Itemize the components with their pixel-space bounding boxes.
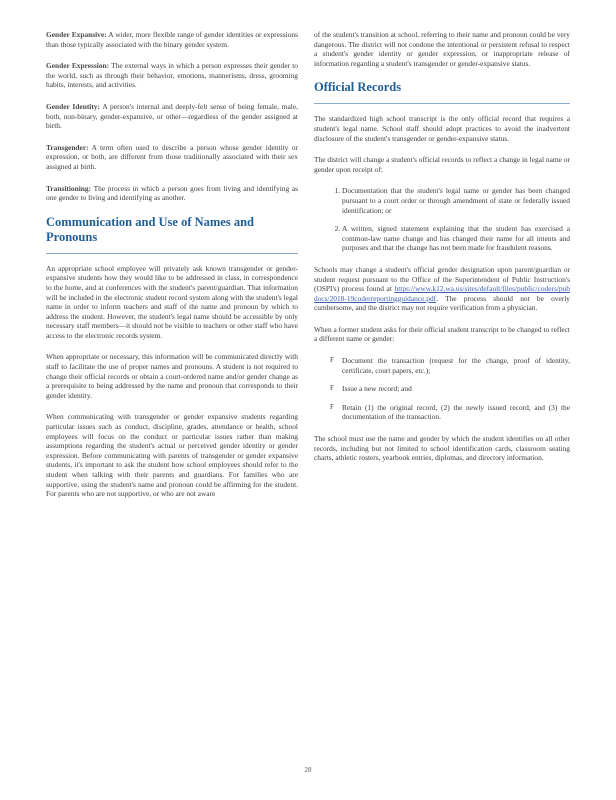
list-item: 1. Documentation that the student's legal name or gender has been changed pursuant to a court order or through amendment of state or federally issued identification; or xyxy=(342,186,570,215)
section-heading-official-records: Official Records xyxy=(314,80,402,95)
paragraph: The school must use the name and gender by which the student identifies on all other records, including but not limited to school identification cards, classroom seating charts, athletic rosters, yearbook entries, diplomas, and directory information. xyxy=(314,434,570,463)
heading-divider xyxy=(46,253,298,254)
definition-term: Transitioning: xyxy=(46,183,92,193)
list-item: F Retain (1) the original record, (2) the newly issued record, and (3) the documentation of the transaction. xyxy=(330,402,570,422)
bullet-list xyxy=(314,356,570,422)
definition-gender-identity xyxy=(46,102,298,131)
bullet-marker-icon: F xyxy=(330,384,334,393)
definition-gender-expansive xyxy=(46,30,298,49)
right-column xyxy=(314,30,570,475)
paragraph: When communicating with transgender or gender expansive students regarding particular issues such as conduct, discipline, grades, attendance or health, school employees will focus on the conduct or particular issues rather than making assumptions regarding the student's actual or perceived gender identity or gender expression. Before communicating with parents of transgender or gender expansive students, it's important to ask the student how school employees should refer to the student when talking with their parents and guardians. For families who are supportive, using the student's name and pronoun could be affirming for the student. For parents who are not supportive, or who are not aware xyxy=(46,412,298,499)
section-heading-names-pronouns: Communication and Use of Names and Pronouns xyxy=(46,214,255,244)
definition-term: Gender Identity: xyxy=(46,101,100,111)
paragraph: An appropriate school employee will privately ask known transgender or gender-expansive students how they would like to be addressed in class, in correspondence to the home, and at conferences with the student's parent/guardian. That information will be included in the electronic student record system along with the student's legal name in order to inform teachers and staff of the name and pronoun by which to address the student. However, the student's legal name should be accessible by only necessary staff members—it should not be visible to teachers or other staff who have access to the electronic records system. xyxy=(46,263,298,340)
paragraph: The district will change a student's official records to reflect a change in legal name or gender upon receipt of: xyxy=(314,155,570,174)
definition-gender-expression xyxy=(46,61,298,90)
ordered-list xyxy=(314,186,570,253)
definition-transitioning xyxy=(46,184,298,203)
paragraph: The standardized high school transcript is the only official record that requires a student's legal name. School staff should adopt practices to avoid the inadvertent disclosure of the student's transgender or gender-expansive status. xyxy=(314,114,570,143)
left-column xyxy=(46,30,298,511)
paragraph xyxy=(314,265,570,313)
definition-text: A person's internal and deeply-felt sense of being female, male, both, non-binary, gender-expansive, or other—regardless of the gender assigned at birth. xyxy=(46,101,298,131)
paragraph: When a former student asks for their official student transcript to be changed to reflect a different name or gender: xyxy=(314,324,570,344)
paragraph-text: . The process should not be overly cumbersome, and the district may not require verification from a physician. xyxy=(314,293,570,313)
paragraph-text: Schools may change a student's official gender designation upon parent/guardian or student request pursuant to the Office of the Superintendent of Public Instruction's (OSPI's) process found at xyxy=(314,264,570,294)
definition-term: Gender Expression: xyxy=(46,61,110,71)
definition-text: The external ways in which a person expresses their gender to the world, such as through their behavior, emotions, mannerisms, dress, grooming habits, interests, and activities. xyxy=(46,61,299,90)
definition-text: A wider, more flexible range of gender identities or expressions than those typically associated with the binary gender system. xyxy=(46,30,298,49)
bullet-marker-icon: F xyxy=(330,356,334,365)
list-item: F Issue a new record; and xyxy=(330,384,412,394)
definition-transgender xyxy=(46,143,298,172)
heading-divider xyxy=(314,103,570,104)
bullet-marker-icon: F xyxy=(330,402,334,411)
paragraph: of the student's transition at school, referring to their name and pronoun could be very dangerous. The district will not condone the intentional or persistent refusal to respect a student's gender identity or gender expression, or inappropriate release of information regarding a student's transgender or gender-expansive status. xyxy=(314,30,570,68)
ospi-guidance-link[interactable]: https://www.k12.wa.us/sites/default/files/public/coders/pubdocs/2018-19coderreportingguidance.pdf xyxy=(314,284,570,303)
definition-term: Gender Expansive: xyxy=(46,30,107,39)
paragraph: When appropriate or necessary, this information will be communicated directly with staff to facilitate the use of proper names and pronouns. A student is not required to change their official records or obtain a court-ordered name and/or gender change as a prerequisite to being addressed by the name and pronoun that corresponds to their gender identity. xyxy=(46,352,298,400)
page-number: 28 xyxy=(304,766,312,774)
list-item: F Document the transaction (request for the change, proof of identity, certificate, court papers, etc.); xyxy=(330,356,570,375)
definition-term: Transgender: xyxy=(46,142,89,152)
definition-text: A term often used to describe a person whose gender identity or expression, or both, are different from those traditionally associated with their sex assigned at birth. xyxy=(46,142,298,171)
list-item: 2. A written, signed statement explaining that the student has exercised a common-law name change and has changed their name for all intents and purposes and that the change has not been made for fraudulent reasons. xyxy=(342,224,570,253)
definition-text: The process in which a person goes from living and identifying as one gender to living and identifying as another. xyxy=(46,183,298,203)
